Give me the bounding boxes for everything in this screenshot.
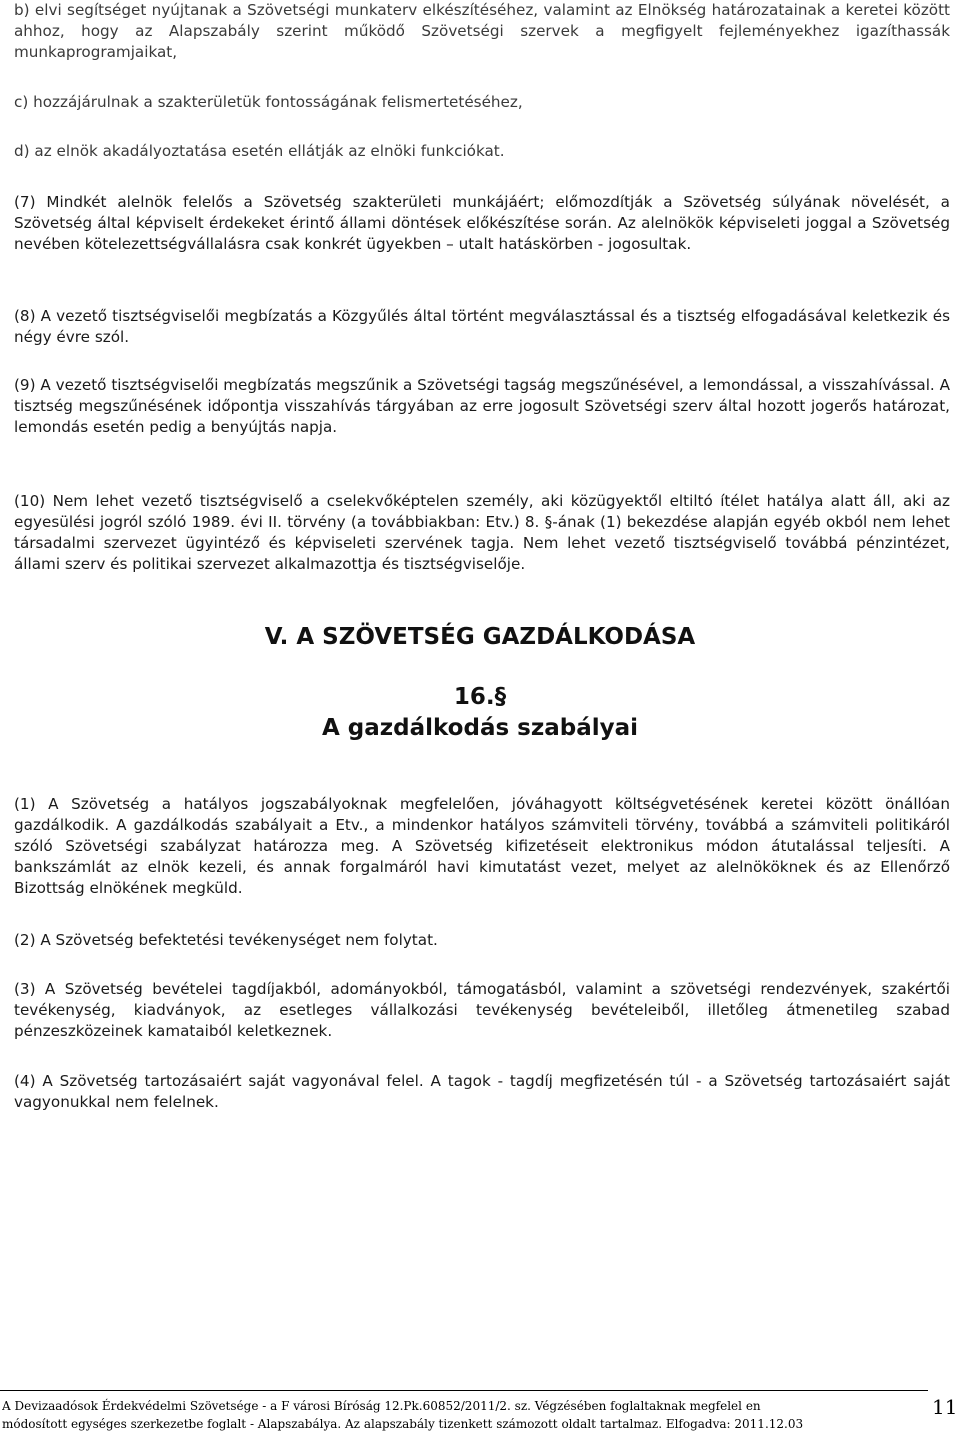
list-item-c: c) hozzájárulnak a szakterületük fontosságának felismertetéséhez,	[14, 93, 523, 111]
list-item-d: d) az elnök akadályoztatása esetén ellátják az elnöki funkciókat.	[14, 142, 505, 160]
chapter-title: V. A SZÖVETSÉG GAZDÁLKODÁSA	[264, 624, 696, 650]
footer-line-1: A Devizaadósok Érdekvédelmi Szövetsége - a F városi Bíróság 12.Pk.60852/2011/2. sz. Végzésében foglaltaknak megfelel en	[2, 1399, 761, 1413]
section-title: A gazdálkodás szabályai	[321, 715, 639, 741]
section-paragraph-3: (3) A Szövetség bevételei tagdíjakból, adományokból, támogatásból, valamint a szövetségi rendezvények, szakértői tevékenység, kiadványok, az esetleges vállalkozási tevékenység bevételeiből, illetőleg átmenetileg szabad pénzeszközeinek kamataiból keletkeznek.	[14, 980, 950, 1040]
paragraph-10: (10) Nem lehet vezető tisztségviselő a cselekvőképtelen személy, aki közügyektől eltiltó ítélet hatálya alatt áll, aki az egyesülési jogról szóló 1989. évi II. törvény (a továbbiakban: Etv.) 8. §-ának (1) bekezdése alapján egyéb okból nem lehet társadalmi szervezet ügyintéző és képviseleti szervének tagja. Nem lehet vezető tisztségviselő továbbá pénzintézet, állami szerv és politikai szervezet alkalmazottja és tisztségviselője.	[14, 492, 950, 573]
section-paragraph-4: (4) A Szövetség tartozásaiért saját vagyonával felel. A tagok - tagdíj megfizetésén túl - a Szövetség tartozásaiért saját vagyonukkal nem felelnek.	[14, 1072, 950, 1111]
list-item-b: b) elvi segítséget nyújtanak a Szövetségi munkaterv elkészítéséhez, valamint az Elnökség határozatainak a keretei között ahhoz, hogy az Alapszabály szerint működő Szövetségi szervek a megfigyelt fejleményekhez igazíthassák munkaprogramjaikat,	[14, 1, 950, 61]
footer-line-2: módosított egységes szerkezetbe foglalt - Alapszabálya. Az alapszabály tizenkett számozott oldalt tartalmaz. Elfogadva: 2011.12.03	[2, 1417, 804, 1431]
section-paragraph-1: (1) A Szövetség a hatályos jogszabályoknak megfelelően, jóváhagyott költségvetésének keretei között önállóan gazdálkodik. A gazdálkodás szabályait a Etv., a mindenkor hatályos számviteli törvény, továbbá a számviteli politikáról szóló Szövetségi szabályzat határozza meg. A Szövetség kifizetéseit elektronikus módon átutalással teljesíti. A bankszámlát az elnök kezeli, és annak forgalmáról havi kimutatást vezet, melyet az alelnököknek és az Ellenőrző Bizottság elnökének megküld.	[14, 795, 950, 897]
footer-divider	[0, 1390, 928, 1391]
page-number: 11	[932, 1395, 958, 1419]
paragraph-9: (9) A vezető tisztségviselői megbízatás megszűnik a Szövetségi tagság megszűnésével, a lemondással, a visszahívással. A tisztség megszűnésének időpontja visszahívás tárgyában az erre jogosult Szövetségi szerv által hozott jogerős határozat, lemondás esetén pedig a benyújtás napja.	[14, 376, 950, 436]
paragraph-7: (7) Mindkét alelnök felelős a Szövetség szakterületi munkájáért; előmozdítják a Szövetség súlyának növelését, a Szövetség által képviselt érdekeket érintő állami döntések előkészítése során. Az alelnökök képviseleti joggal a Szövetség nevében kötelezettségvállalásra csak konkrét ügyekben – utalt hatáskörben - jogosultak.	[14, 193, 950, 253]
section-paragraph-2: (2) A Szövetség befektetési tevékenységet nem folytat.	[14, 931, 438, 949]
section-number: 16.§	[453, 684, 507, 710]
paragraph-8: (8) A vezető tisztségviselői megbízatás a Közgyűlés által történt megválasztással és a tisztség elfogadásával keletkezik és négy évre szól.	[14, 307, 950, 346]
